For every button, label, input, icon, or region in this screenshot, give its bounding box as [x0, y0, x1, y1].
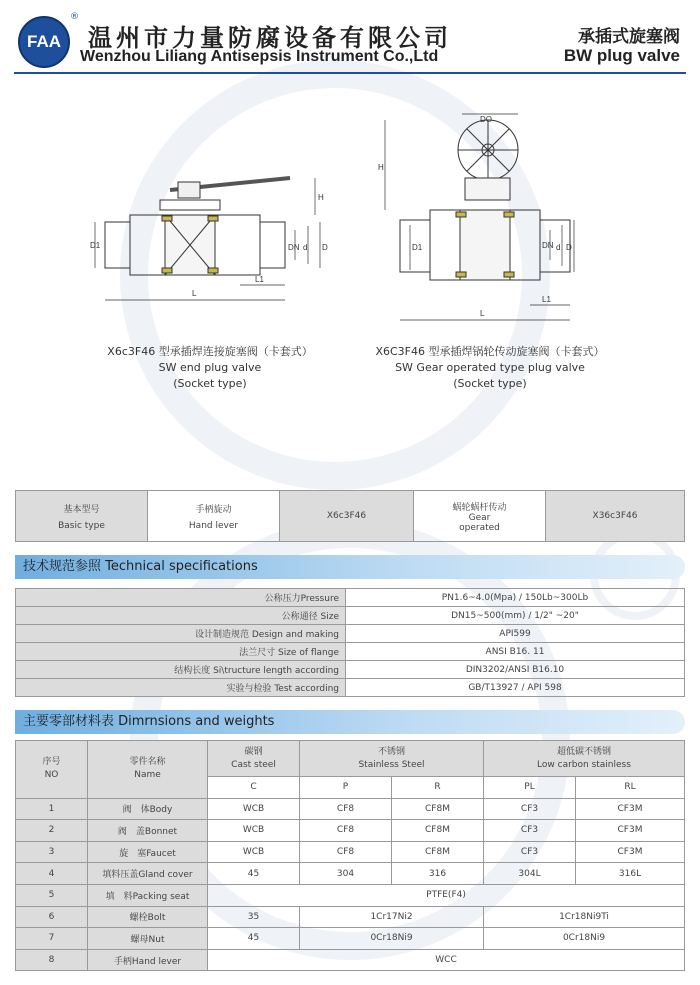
code-pl: PL: [484, 777, 576, 799]
section-title-technical: 技术规范参照 Technical specifications: [15, 555, 685, 579]
dim-label: L: [480, 309, 485, 318]
left-drawing-caption: [60, 344, 360, 392]
caption-cn: X6C3F46 型承插焊锅轮传动旋塞阀（卡套式）: [375, 345, 605, 358]
table-row: 5 填 料Packing seat PTFE(F4): [16, 884, 685, 906]
table-row: 2 阀 盖Bonnet WCB CF8 CF8M CF3 CF3M: [16, 820, 685, 842]
col-header-name: 零件名称 Name: [88, 741, 208, 799]
company-logo: FAA: [18, 16, 70, 68]
socket-valve-drawing: [90, 160, 330, 320]
materials-table: [15, 740, 685, 971]
dim-label: H: [318, 193, 324, 202]
technical-spec-table: [15, 588, 685, 697]
code-c: C: [208, 777, 300, 799]
registered-mark: ®: [70, 12, 79, 22]
gear-operated-cell: 蜗轮蜗杆传动 Gear operated: [414, 491, 546, 542]
right-drawing-caption: [340, 344, 640, 392]
dim-label: d: [303, 243, 308, 252]
company-name-cn: 温州市力量防腐设备有限公司: [88, 24, 452, 52]
dim-label: D: [322, 243, 328, 252]
gear-operated-model: X36c3F46: [546, 491, 685, 542]
header-divider: [14, 72, 686, 74]
caption-cn: X6c3F46 型承插焊连接旋塞阀（卡套式）: [107, 345, 313, 358]
table-row: 公称压力Pressure PN1.6~4.0(Mpa) / 150Lb~300Lb: [16, 589, 685, 607]
table-row: 结构长度 Si\tructure length according DIN3202/ANSI B16.10: [16, 661, 685, 679]
page-header: [0, 0, 700, 76]
table-row: 7 螺母Nut 45 0Cr18Ni9 0Cr18Ni9: [16, 928, 685, 950]
caption-en: SW Gear operated type plug valve: [395, 361, 585, 374]
company-name-en: Wenzhou Liliang Antisepsis Instrument Co.,Ltd: [80, 48, 439, 65]
col-header-lowcarbon: 超低碳不锈钢 Low carbon stainless: [484, 741, 685, 777]
table-row: 3 旋 塞Faucet WCB CF8 CF8M CF3 CF3M: [16, 841, 685, 863]
table-row: 实验与检验 Test according GB/T13927 / API 598: [16, 679, 685, 697]
caption-type: (Socket type): [173, 377, 247, 390]
table-row: 1 阀 体Body WCB CF8 CF8M CF3 CF3M: [16, 798, 685, 820]
table-row: 设计制造规范 Design and making API599: [16, 625, 685, 643]
dim-label: DN: [288, 243, 300, 252]
dim-label: D: [566, 243, 572, 252]
dim-label: D1: [412, 243, 423, 252]
table-row: 8 手柄Hand lever WCC: [16, 949, 685, 971]
table-row: 法兰尺寸 Size of flange ANSI B16. 11: [16, 643, 685, 661]
dim-label: H: [378, 163, 384, 172]
table-row: 4 填料压盖Gland cover 45 304 316 304L 316L: [16, 863, 685, 885]
hand-lever-model: X6c3F46: [280, 491, 414, 542]
section-title-materials: 主要零部材料表 Dimrnsions and weights: [15, 710, 685, 734]
dim-label: D1: [90, 241, 101, 250]
product-name-cn: 承插式旋塞阀: [578, 27, 680, 47]
col-header-stainless: 不锈钢 Stainless Steel: [300, 741, 484, 777]
col-header-no: 序号 NO: [16, 741, 88, 799]
dim-label: L: [192, 289, 197, 298]
basic-type-label: 基本型号 Basic type: [16, 491, 148, 542]
gear-valve-drawing: [370, 110, 580, 330]
caption-type: (Socket type): [453, 377, 527, 390]
code-r: R: [392, 777, 484, 799]
table-row: 6 螺栓Bolt 35 1Cr17Ni2 1Cr18Ni9Ti: [16, 906, 685, 928]
code-p: P: [300, 777, 392, 799]
basic-type-table: [15, 490, 685, 542]
dim-label: DN: [542, 241, 554, 250]
col-header-carbon: 碳钢 Cast steel: [208, 741, 300, 777]
caption-en: SW end plug valve: [158, 361, 262, 374]
dim-label: DO: [480, 115, 492, 124]
product-name-en: BW plug valve: [563, 46, 680, 65]
dim-label: L1: [542, 295, 551, 304]
code-rl: RL: [576, 777, 685, 799]
dim-label: L1: [255, 275, 264, 284]
dim-label: d: [556, 243, 561, 252]
hand-lever-cell: 手柄旋动 Hand lever: [148, 491, 280, 542]
table-row: 公称通径 Size DN15~500(mm) / 1/2" ~20": [16, 607, 685, 625]
